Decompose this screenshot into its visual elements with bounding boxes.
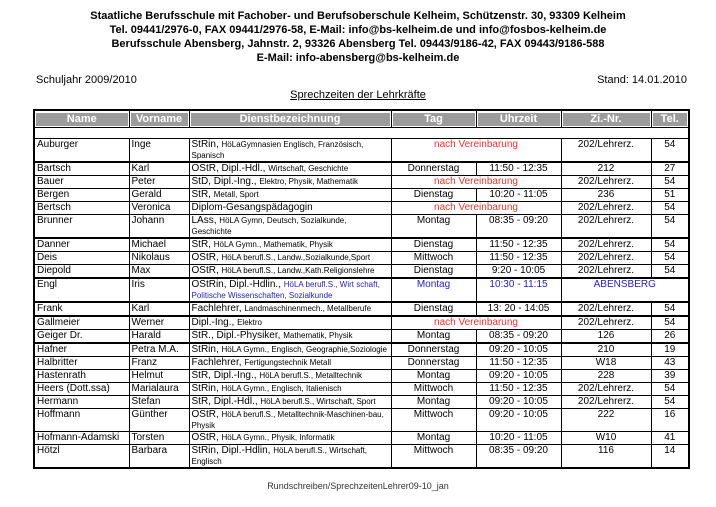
cell-name: Bergen <box>34 189 129 202</box>
cell-vorname: Marialaura <box>129 383 189 396</box>
table-row <box>34 370 689 383</box>
cell-uhrzeit: 13: 20 - 14:05 <box>476 302 561 316</box>
cell-zi-nr: 116 <box>561 445 651 469</box>
cell-dienstbezeichnung <box>189 139 391 163</box>
cell-zi-nr: 202/Lehrerz. <box>561 139 651 163</box>
rank-text: LAss, <box>191 215 220 226</box>
cell-uhrzeit: 09:20 - 10:05 <box>476 409 561 432</box>
cell-tel: 51 <box>651 189 689 202</box>
cell-zi-nr: 202/Lehrerz. <box>561 302 651 316</box>
cell-zi-nr: W18 <box>561 357 651 370</box>
cell-tel: 43 <box>651 357 689 370</box>
cell-tag: Donnerstag <box>391 162 476 176</box>
cell-uhrzeit: 10:20 - 11:05 <box>476 189 561 202</box>
table-row <box>34 162 689 176</box>
rank-text: StR, <box>191 189 214 200</box>
cell-dienstbezeichnung <box>189 202 391 215</box>
cell-zi-nr: 202/Lehrerz. <box>561 265 651 279</box>
cell-vorname: Stefan <box>129 396 189 409</box>
cell-tag: Mittwoch <box>391 383 476 396</box>
cell-uhrzeit: 11:50 - 12:35 <box>476 238 561 252</box>
spacer-cell <box>34 128 689 139</box>
cell-vorname: Nikolaus <box>129 252 189 265</box>
cell-name: Hastenrath <box>34 370 129 383</box>
spacer-row <box>34 128 689 139</box>
rank-text: StRin, Dipl.-Hdlin, <box>191 445 274 456</box>
cell-zi-nr: 202/Lehrerz. <box>561 252 651 265</box>
cell-dienstbezeichnung <box>189 252 391 265</box>
cell-uhrzeit: 9:20 - 10:05 <box>476 265 561 279</box>
column-header-tel: Tel. <box>653 113 688 126</box>
rank-text: StRin, <box>191 139 222 150</box>
cell-appointment: nach Vereinbarung <box>391 176 561 189</box>
rank-text: Dipl.-Ing., <box>191 317 238 328</box>
column-header-dienstbezeichnung: Dienstbezeichnung <box>191 113 390 126</box>
subjects-text: HöLA Gymn, Deutsch, Sozialkunde, Geschichte <box>191 216 347 236</box>
cell-name: Danner <box>34 238 129 252</box>
column-header-name: Name <box>36 113 128 126</box>
cell-zi-nr: 202/Lehrerz. <box>561 202 651 215</box>
cell-zi-nr: 210 <box>561 343 651 357</box>
cell-name: Hötzl <box>34 445 129 469</box>
table-row <box>34 278 689 302</box>
cell-tel: 27 <box>651 162 689 176</box>
cell-vorname: Michael <box>129 238 189 252</box>
cell-vorname: Inge <box>129 139 189 163</box>
cell-dienstbezeichnung <box>189 162 391 176</box>
cell-tel: 54 <box>651 396 689 409</box>
table-row <box>34 409 689 432</box>
cell-tag: Mittwoch <box>391 409 476 432</box>
rank-text: OStR, <box>191 252 222 263</box>
column-header-uhrzeit: Uhrzeit <box>478 113 560 126</box>
cell-vorname: Iris <box>129 278 189 302</box>
cell-zi-nr: 212 <box>561 162 651 176</box>
cell-tel: 54 <box>651 215 689 239</box>
letterhead-line-2: Tel. 09441/2976-0, FAX 09441/2976-58, E-Mail: info@bs-kelheim.de und info@fosbos-kelheim.de <box>109 24 607 36</box>
letterhead-line-3: Berufsschule Abensberg, Jahnstr. 2, 93326 Abensberg Tel. 09443/9186-42, FAX 09443/9186-588 <box>111 38 605 50</box>
cell-name: Bauer <box>34 176 129 189</box>
cell-vorname: Karl <box>129 302 189 316</box>
subjects-text: HöLA Gymn., Englisch, Italienisch <box>221 384 342 393</box>
cell-tel: 54 <box>651 252 689 265</box>
table-row <box>34 202 689 215</box>
cell-tel: 54 <box>651 202 689 215</box>
meta-row <box>0 74 716 86</box>
cell-name: Bartsch <box>34 162 129 176</box>
cell-dienstbezeichnung <box>189 330 391 344</box>
cell-uhrzeit: 08:35 - 09:20 <box>476 445 561 469</box>
page-title: Sprechzeiten der Lehrkräfte <box>290 89 426 101</box>
table-row <box>34 343 689 357</box>
cell-tel: 54 <box>651 265 689 279</box>
cell-name: Halbritter <box>34 357 129 370</box>
cell-uhrzeit: 09:20 - 10:05 <box>476 396 561 409</box>
cell-tel: 26 <box>651 330 689 344</box>
subjects-text: Landmaschinenmech., Metallberufe <box>244 304 372 313</box>
rank-text: OStR, Dipl.-Hdl., <box>191 163 269 174</box>
subjects-text: HöLA berufl.S., Landw.,Sozialkunde,Sport <box>221 253 371 262</box>
rank-text: StR, Dipl.-Hdl., <box>191 396 261 407</box>
subjects-text: Metall, Sport <box>213 190 259 199</box>
table-row <box>34 396 689 409</box>
cell-name: Brunner <box>34 215 129 239</box>
subjects-text: Elektro <box>237 318 262 327</box>
cell-zi-nr: 202/Lehrerz. <box>561 396 651 409</box>
rank-text: StD, Dipl.-Ing., <box>191 176 260 187</box>
rank-text: Fachlehrer, <box>191 303 245 314</box>
subjects-text: HöLA Gymn., Mathematik, Physik <box>213 240 333 249</box>
subjects-text: Mathematik, Physik <box>283 331 353 340</box>
cell-name: Bertsch <box>34 202 129 215</box>
cell-dienstbezeichnung <box>189 278 391 302</box>
cell-zi-nr: 202/Lehrerz. <box>561 316 651 330</box>
subjects-text: Fertigungstechnik Metall <box>244 358 332 367</box>
cell-zi-nr: 202/Lehrerz. <box>561 383 651 396</box>
subjects-text: HöLA berufl.S., Wirtschaft, Englisch <box>191 446 368 466</box>
cell-zi-nr: W10 <box>561 432 651 445</box>
cell-name: Hoffmann <box>34 409 129 432</box>
cell-zi-nr: 228 <box>561 370 651 383</box>
rank-text: OStR, <box>191 432 222 443</box>
rank-text: StR, Dipl.-Ing., <box>191 370 260 381</box>
table-row <box>34 316 689 330</box>
table-row <box>34 215 689 239</box>
subjects-text: Elektro, Physik, Mathematik <box>259 177 359 186</box>
cell-name: Hafner <box>34 343 129 357</box>
cell-dienstbezeichnung <box>189 343 391 357</box>
cell-dienstbezeichnung <box>189 409 391 432</box>
cell-tel: 54 <box>651 302 689 316</box>
stand-date-label: Stand: 14.01.2010 <box>597 74 687 86</box>
rank-text: StR., Dipl.-Physiker, <box>191 330 284 341</box>
cell-dienstbezeichnung <box>189 357 391 370</box>
cell-appointment: nach Vereinbarung <box>391 139 561 163</box>
cell-dienstbezeichnung <box>189 370 391 383</box>
cell-tel: 54 <box>651 383 689 396</box>
cell-name: Hermann <box>34 396 129 409</box>
cell-uhrzeit: 09:20 - 10:05 <box>476 370 561 383</box>
table-row <box>34 445 689 469</box>
rank-text: StR, <box>191 239 214 250</box>
cell-tag: Montag <box>391 330 476 344</box>
rank-text: Fachlehrer, <box>191 357 245 368</box>
cell-dienstbezeichnung <box>189 215 391 239</box>
cell-name: Frank <box>34 302 129 316</box>
subjects-text: HöLA Gymn., Physik, Informatik <box>221 433 335 442</box>
cell-appointment: nach Vereinbarung <box>391 202 561 215</box>
column-header-vorname: Vorname <box>131 113 188 126</box>
table-row <box>34 176 689 189</box>
cell-uhrzeit: 10:20 - 11:05 <box>476 432 561 445</box>
cell-tag: Mittwoch <box>391 252 476 265</box>
cell-vorname: Veronica <box>129 202 189 215</box>
cell-uhrzeit: 11:50 - 12:35 <box>476 252 561 265</box>
letterhead-line-4: E-Mail: info-abensberg@bs-kelheim.de <box>256 52 460 64</box>
cell-tel: 54 <box>651 316 689 330</box>
letterhead-line-1: Staatliche Berufsschule mit Fachober- und Berufsoberschule Kelheim, Schützenstr. 30, 93309 Kelheim <box>90 10 626 22</box>
cell-tel: 14 <box>651 445 689 469</box>
cell-dienstbezeichnung <box>189 176 391 189</box>
cell-uhrzeit: 11:50 - 12:35 <box>476 357 561 370</box>
cell-tag: Montag <box>391 432 476 445</box>
cell-uhrzeit: 11:50 - 12:35 <box>476 383 561 396</box>
table-row <box>34 330 689 344</box>
table-row <box>34 139 689 163</box>
cell-dienstbezeichnung <box>189 238 391 252</box>
cell-dienstbezeichnung <box>189 445 391 469</box>
cell-name: Auburger <box>34 139 129 163</box>
cell-vorname: Werner <box>129 316 189 330</box>
cell-dienstbezeichnung <box>189 383 391 396</box>
cell-uhrzeit: 08:35 - 09:20 <box>476 330 561 344</box>
cell-vorname: Petra M.A. <box>129 343 189 357</box>
cell-uhrzeit: 08:35 - 09:20 <box>476 215 561 239</box>
cell-name: Deis <box>34 252 129 265</box>
cell-tag: Dienstag <box>391 189 476 202</box>
cell-uhrzeit: 10:30 - 11:15 <box>476 278 561 302</box>
rank-text: OStR, <box>191 409 222 420</box>
cell-dienstbezeichnung <box>189 396 391 409</box>
subjects-text: HöLA berufl.S., Wirtschaft, Sport <box>260 397 376 406</box>
cell-uhrzeit: 09:20 - 10:05 <box>476 343 561 357</box>
cell-vorname: Günther <box>129 409 189 432</box>
table-row <box>34 238 689 252</box>
rank-text: Diplom-Gesangspädagogin <box>191 202 313 213</box>
cell-name: Geiger Dr. <box>34 330 129 344</box>
cell-tel: 54 <box>651 139 689 163</box>
cell-vorname: Barbara <box>129 445 189 469</box>
table-row <box>34 357 689 370</box>
cell-tel: 41 <box>651 432 689 445</box>
school-year-label: Schuljahr 2009/2010 <box>36 74 137 86</box>
cell-tag: Montag <box>391 396 476 409</box>
cell-tag: Montag <box>391 215 476 239</box>
consultation-hours-table <box>33 109 690 469</box>
cell-tag: Donnerstag <box>391 343 476 357</box>
footer-filename: Rundschreiben/SprechzeitenLehrer09-10_jan <box>267 481 449 491</box>
cell-vorname: Karl <box>129 162 189 176</box>
cell-vorname: Max <box>129 265 189 279</box>
cell-tel: 54 <box>651 176 689 189</box>
rank-text: StRin, <box>191 344 222 355</box>
cell-tag: Dienstag <box>391 265 476 279</box>
cell-tel: 19 <box>651 343 689 357</box>
cell-dienstbezeichnung <box>189 432 391 445</box>
cell-zi-nr: 202/Lehrerz. <box>561 176 651 189</box>
cell-tag: Dienstag <box>391 238 476 252</box>
table-row <box>34 189 689 202</box>
cell-vorname: Harald <box>129 330 189 344</box>
cell-name: Diepold <box>34 265 129 279</box>
cell-tag: Montag <box>391 370 476 383</box>
cell-zi-nr: 202/Lehrerz. <box>561 215 651 239</box>
subjects-text: HöLA berufl.S., Metalltechnik-Maschinen-bau, Physik <box>191 410 384 430</box>
cell-zi-nr: 236 <box>561 189 651 202</box>
cell-vorname: Gerald <box>129 189 189 202</box>
cell-tel: 16 <box>651 409 689 432</box>
cell-tag: Donnerstag <box>391 357 476 370</box>
cell-dienstbezeichnung <box>189 316 391 330</box>
cell-vorname: Peter <box>129 176 189 189</box>
table-header-row <box>34 110 689 128</box>
cell-name: Heers (Dott.ssa) <box>34 383 129 396</box>
cell-name: Gallmeier <box>34 316 129 330</box>
table-row <box>34 252 689 265</box>
table-row <box>34 302 689 316</box>
table-row <box>34 383 689 396</box>
cell-dienstbezeichnung <box>189 302 391 316</box>
cell-zi-nr: 126 <box>561 330 651 344</box>
subjects-text: HöLA Gymn., Englisch, Geographie,Soziologie <box>221 345 387 354</box>
column-header-tag: Tag <box>393 113 475 126</box>
cell-dienstbezeichnung <box>189 265 391 279</box>
table-row <box>34 432 689 445</box>
cell-name: Engl <box>34 278 129 302</box>
subjects-text: HöLA berufl.S., Metalltechnik <box>259 371 363 380</box>
cell-appointment: nach Vereinbarung <box>391 316 561 330</box>
cell-zi-nr: ABENSBERG <box>561 278 689 302</box>
cell-vorname: Helmut <box>129 370 189 383</box>
rank-text: StRin, <box>191 383 222 394</box>
rank-text: OStRin, Dipl.-Hdlin., <box>191 279 284 290</box>
cell-vorname: Franz <box>129 357 189 370</box>
rank-text: OStR, <box>191 265 222 276</box>
cell-vorname: Johann <box>129 215 189 239</box>
cell-uhrzeit: 11:50 - 12:35 <box>476 162 561 176</box>
school-letterhead <box>0 0 716 65</box>
cell-tag: Mittwoch <box>391 445 476 469</box>
cell-name: Hofmann-Adamski <box>34 432 129 445</box>
subjects-text: HöLA berufl.S., Wirt schaft, Politische Wissenschaften, Sozialkunde <box>191 280 380 300</box>
subjects-text: HöLA berufl.S., Landw.,Kath.Religionslehre <box>221 266 375 275</box>
cell-tag: Montag <box>391 278 476 302</box>
cell-vorname: Torsten <box>129 432 189 445</box>
cell-zi-nr: 202/Lehrerz. <box>561 238 651 252</box>
cell-zi-nr: 222 <box>561 409 651 432</box>
cell-dienstbezeichnung <box>189 189 391 202</box>
cell-tag: Dienstag <box>391 302 476 316</box>
subjects-text: HöLaGymnasien Englisch, Französisch, Spanisch <box>191 140 364 160</box>
column-header-zi-nr: Zi.-Nr. <box>563 113 650 126</box>
table-row <box>34 265 689 279</box>
cell-tel: 39 <box>651 370 689 383</box>
subjects-text: Wirtschaft, Geschichte <box>268 164 349 173</box>
cell-tel: 54 <box>651 238 689 252</box>
